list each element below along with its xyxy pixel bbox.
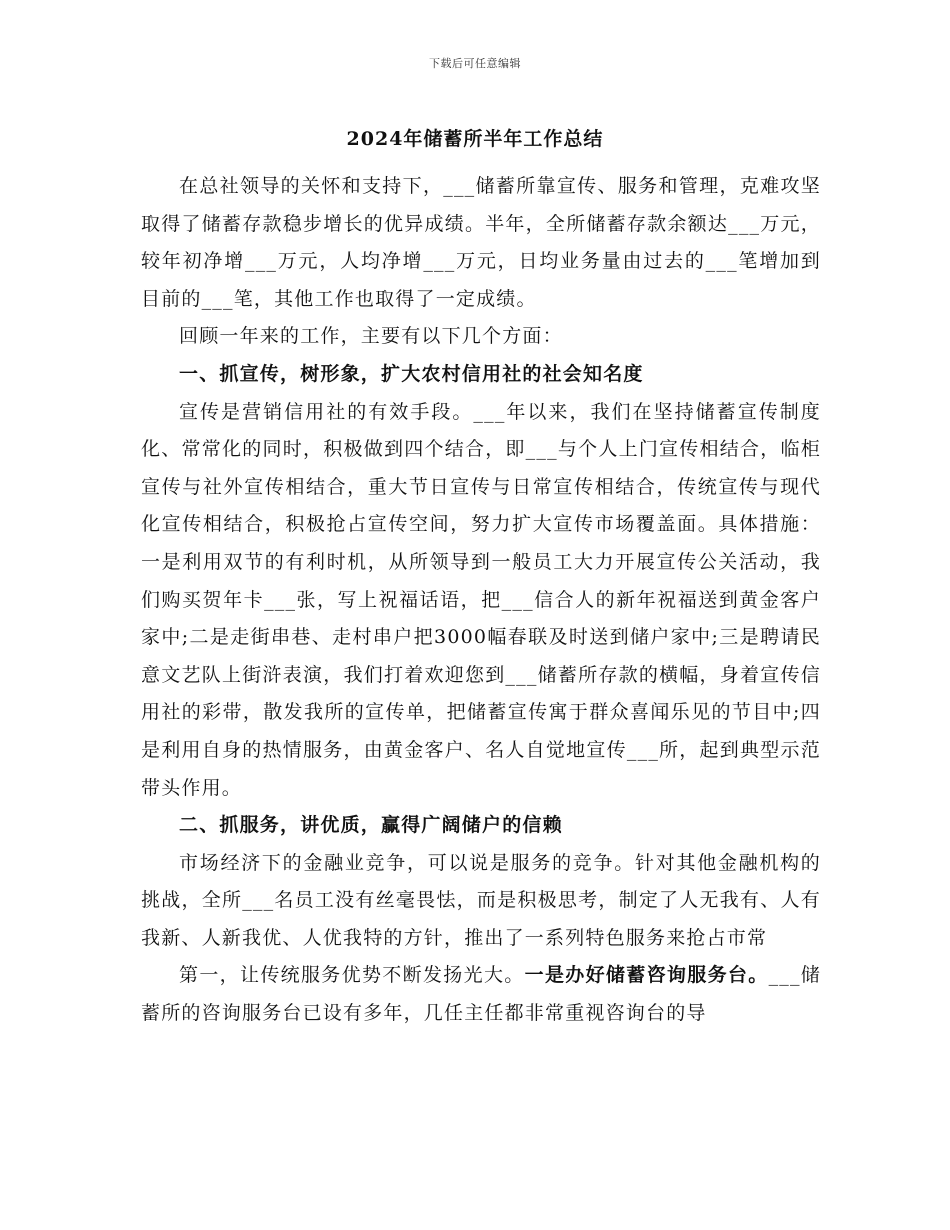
paragraph-review: 回顾一年来的工作，主要有以下几个方面： (179, 325, 563, 348)
point-1-bold: 一是办好储蓄咨询服务台。 (524, 964, 769, 987)
paragraph-section-1: 宣传是营销信用社的有效手段。___年以来，我们在坚持储蓄宣传制度化、常常化的同时，积极做到四个结合，即___与个人上门宣传相结合，临柜宣传与社外宣传相结合，重大节日宣传与日常宣传相结合，传统宣传与现代化宣传相结合，积极抢占宣传空间，努力扩大宣传市场覆盖面。具体措施：一是利用双节的有利时机，从所领导到一般员工大力开展宣传公关活动，我们购买贺年卡___张，写上祝福话语，把___信合人的新年祝福送到黄金客户家中;二是走街串巷、走村串户把3000幅春联及时送到储户家中;三是聘请民意文艺队上街浒表演，我们打着欢迎您到___储蓄所存款的横幅，身着宣传信用社的彩带，散发我所的宣传单，把储蓄宣传寓于群众喜闻乐见的节目中;四是利用自身的热情服务，由黄金客户、名人自觉地宣传___所，起到典型示范带头作用。 (141, 400, 821, 799)
document-title: 2024年储蓄所半年工作总结 (346, 128, 604, 150)
point-1-rest: ___储蓄所的咨询服务台已设有多年，几任主任都非常重视咨询台的导 (141, 964, 821, 1025)
section-heading-2: 二、抓服务，讲优质，赢得广阔储户的信赖 (179, 814, 563, 837)
point-1-lead: 第一，让传统服务优势不断发扬光大。 (179, 964, 525, 987)
document-body (141, 168, 821, 1033)
paragraph-intro: 在总社领导的关怀和支持下，___储蓄所靠宣传、服务和管理，克难攻坚取得了储蓄存款稳步增长的优异成绩。半年，全所储蓄存款余额达___万元，较年初净增___万元，人均净增___万元，日均业务量由过去的___笔增加到目前的___笔，其他工作也取得了一定成绩。 (141, 175, 821, 310)
section-heading-1: 一、抓宣传，树形象，扩大农村信用社的社会知名度 (179, 362, 644, 385)
paragraph-section-2: 市场经济下的金融业竞争，可以说是服务的竞争。针对其他金融机构的挑战，全所___名员工没有丝毫畏怯，而是积极思考，制定了人无我有、人有我新、人新我优、人优我特的方针，推出了一系列特色服务来抢占市常 (141, 851, 821, 949)
header-note: 下载后可任意编辑 (429, 57, 521, 70)
paragraph-point-1 (141, 957, 821, 1032)
